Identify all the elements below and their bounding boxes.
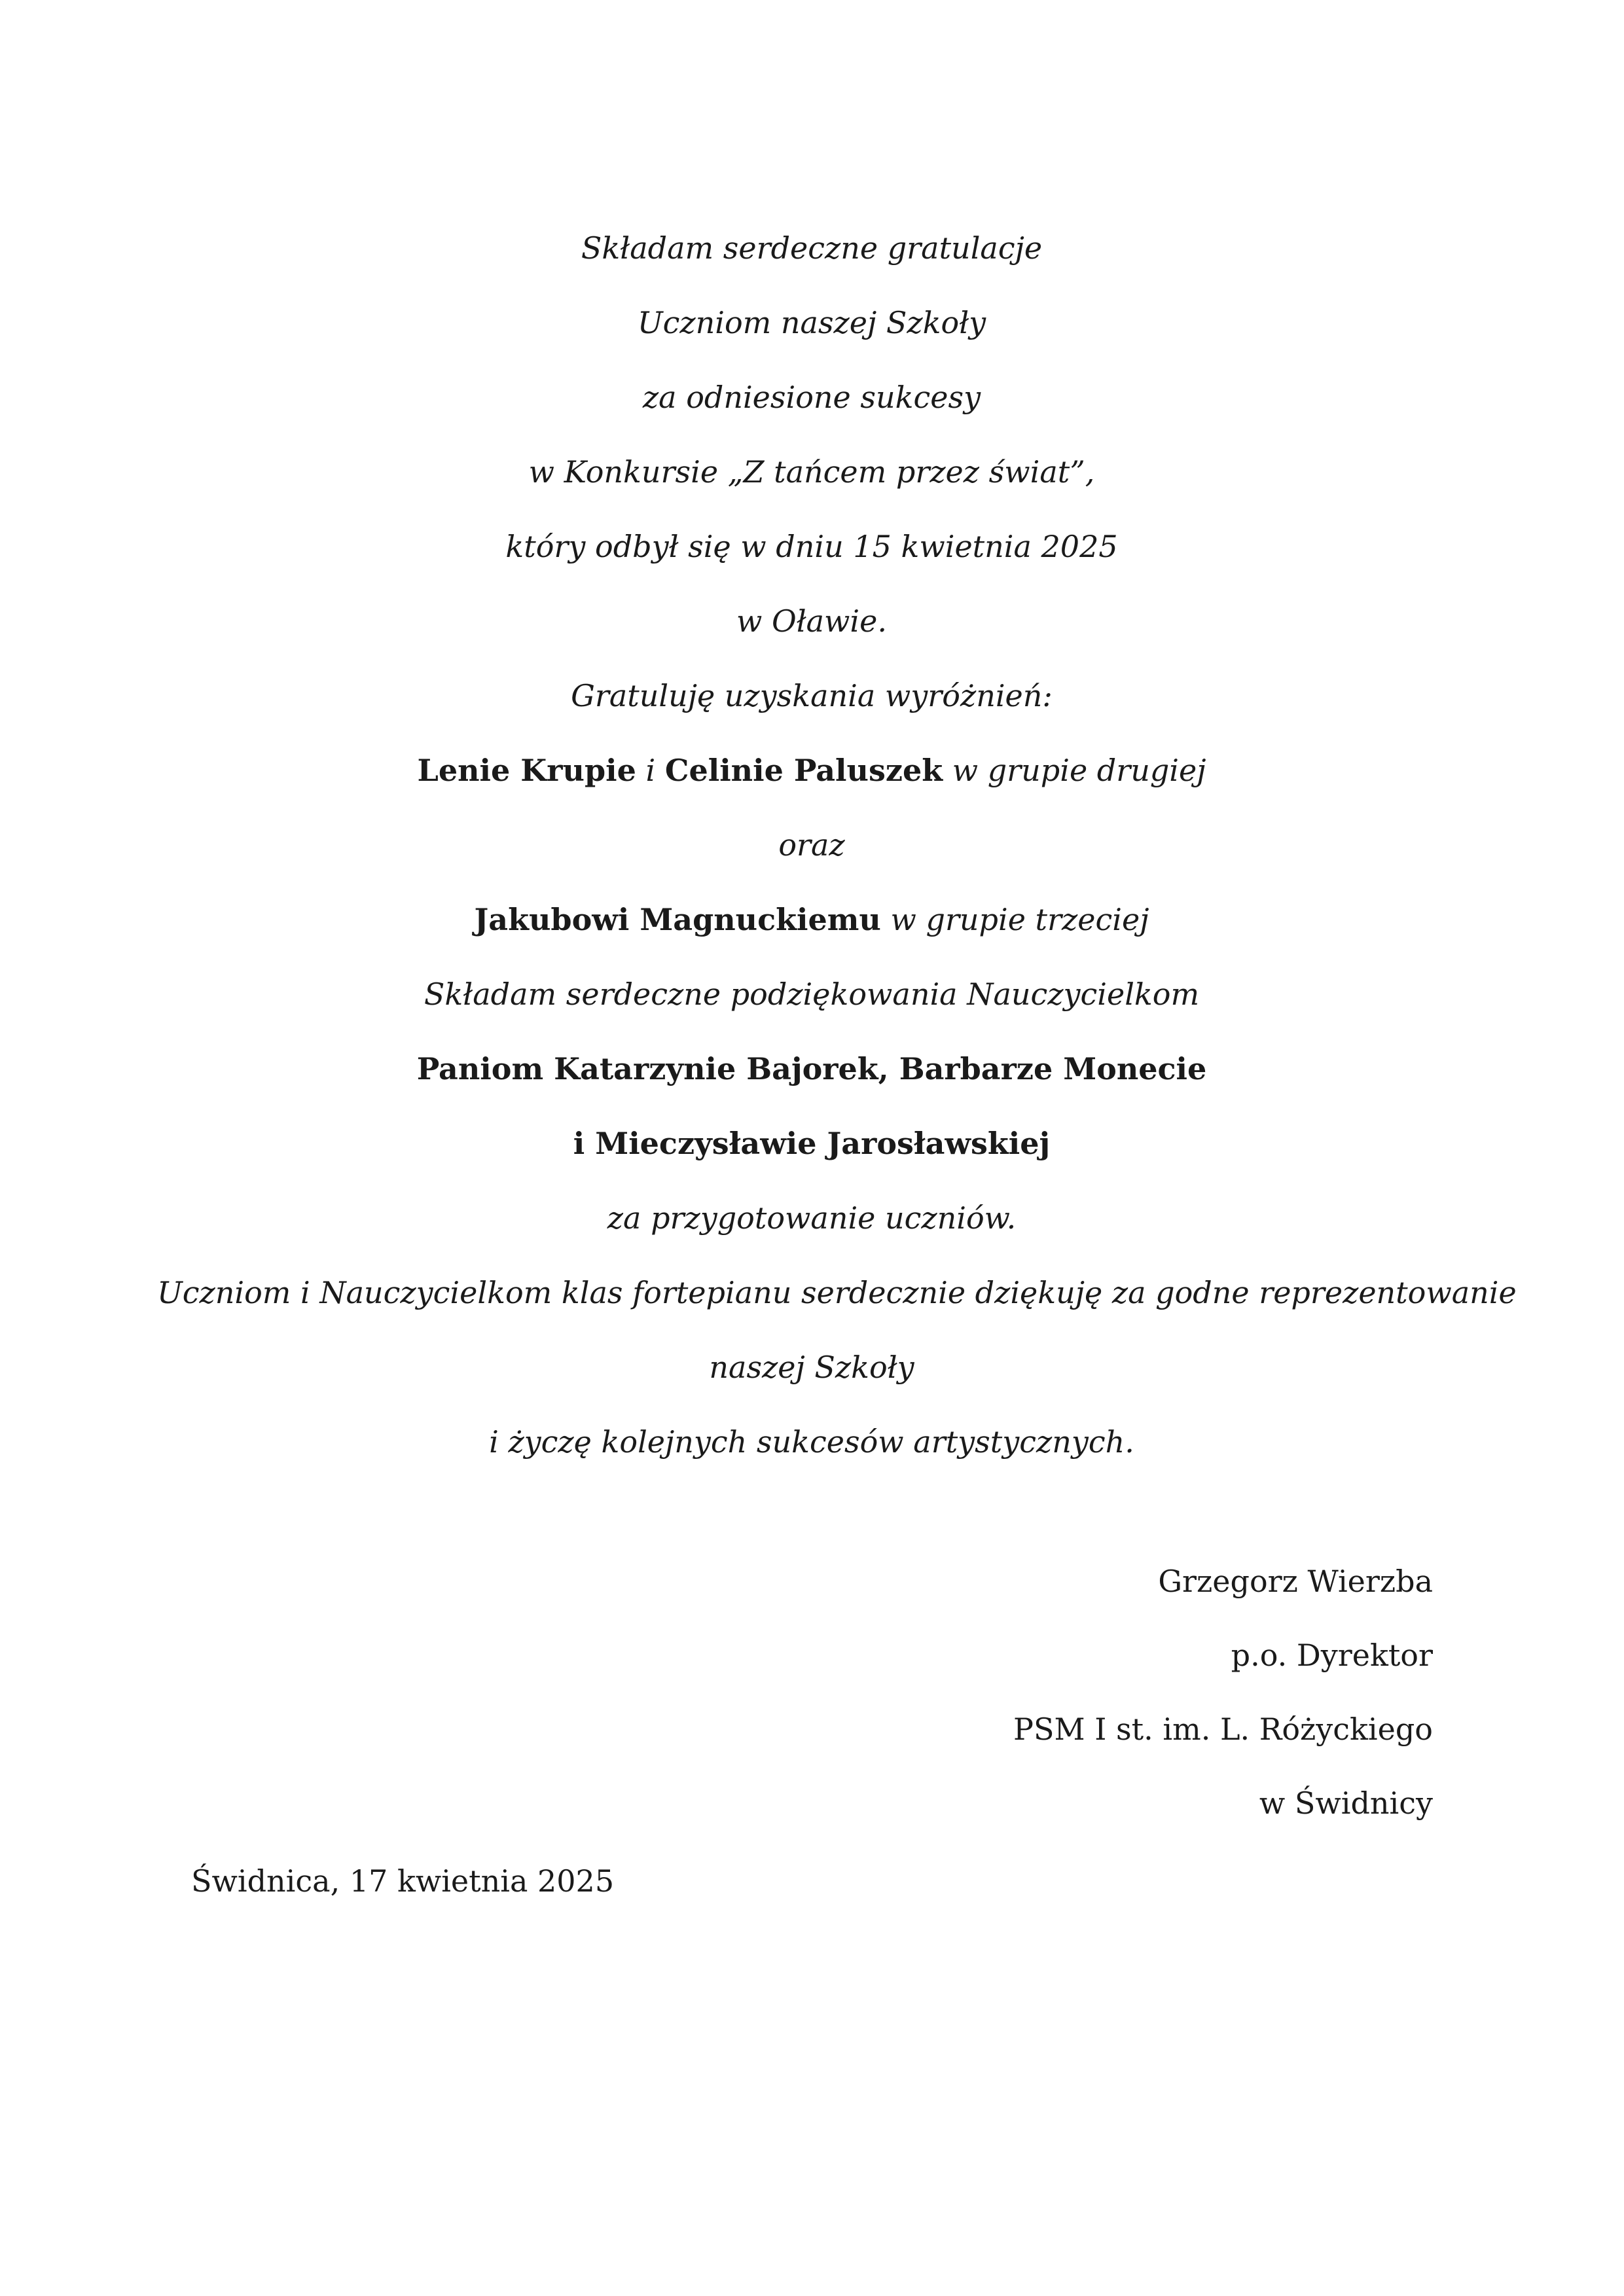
teachers-names: Paniom Katarzynie Bajorek, Barbarze Monecie	[416, 1051, 1207, 1086]
school-name: PSM I st. im. L. Różyckiego	[1013, 1712, 1433, 1747]
letter-line: za odniesione sukcesy	[642, 380, 981, 415]
letter-line: w Oławie.	[736, 603, 887, 639]
place-and-date: Świdnica, 17 kwietnia 2025	[191, 1863, 615, 1899]
letter-line: oraz	[778, 827, 845, 863]
group-label: w grupie drugiej	[943, 753, 1206, 788]
signatory-name: Grzegorz Wierzba	[1158, 1564, 1433, 1599]
conjunction: i	[636, 753, 665, 788]
group-label: w grupie trzeciej	[880, 902, 1149, 937]
letter-line: Uczniom naszej Szkoły	[637, 305, 986, 340]
awardees-group-three	[157, 882, 1466, 957]
signatory-role: p.o. Dyrektor	[1231, 1638, 1433, 1673]
awardee-name: Jakubowi Magnuckiemu	[474, 902, 881, 937]
letter-line: Składam serdeczne podziękowania Nauczycielkom	[424, 977, 1200, 1012]
letter-line: i życzę kolejnych sukcesów artystycznych.	[489, 1424, 1134, 1460]
awardees-group-two	[157, 733, 1466, 808]
letter-line: który odbył się w dniu 15 kwietnia 2025	[505, 529, 1118, 564]
school-city: w Świdnicy	[1259, 1785, 1433, 1821]
letter-line: naszej Szkoły	[709, 1350, 914, 1385]
letter-line: za przygotowanie uczniów.	[607, 1200, 1017, 1236]
letter-line: Składam serdeczne gratulacje	[581, 230, 1043, 266]
letter-line: Uczniom i Nauczycielkom klas fortepianu serdecznie dziękuję za godne reprezentowanie	[157, 1275, 1517, 1310]
signature-block	[1013, 1545, 1433, 1840]
letter-line: Gratuluję uzyskania wyróżnień:	[571, 678, 1053, 713]
awardee-name: Celinie Paluszek	[664, 753, 943, 788]
awardee-name: Lenie Krupie	[417, 753, 636, 788]
letter-body	[157, 211, 1517, 1479]
letter-line: w Konkursie „Z tańcem przez świat”,	[528, 454, 1095, 490]
teachers-names: i Mieczysławie Jarosławskiej	[573, 1126, 1051, 1161]
